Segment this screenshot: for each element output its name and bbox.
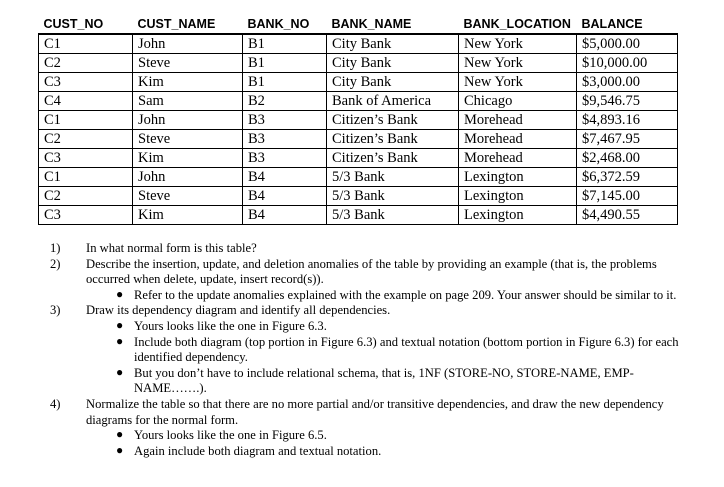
question-text: Normalize the table so that there are no more partial and/or transitive dependencies, and draw the new dependency diagrams for the normal form.: [86, 396, 664, 427]
cell-cust-no: C1: [39, 168, 133, 187]
cell-cust-name: Kim: [133, 149, 243, 168]
question-text: Describe the insertion, update, and deletion anomalies of the table by providing an example (that is, the problems occurred when delete, update, insert record(s)).: [86, 256, 657, 287]
bullet-item: [50, 428, 690, 444]
col-header-bank-location: BANK_LOCATION: [459, 13, 577, 34]
bullet-text: Include both diagram (top portion in Figure 6.3) and textual notation (bottom portion in Figure 6.3) for each identified dependency.: [134, 334, 679, 365]
cell-bank-no: B3: [243, 130, 327, 149]
cell-bank-name: City Bank: [327, 34, 459, 54]
col-header-bank-name: BANK_NAME: [327, 13, 459, 34]
table-row: [39, 73, 678, 92]
question-number: 1): [50, 241, 61, 255]
cell-balance: $7,467.95: [577, 130, 678, 149]
cell-bank-name: Citizen’s Bank: [327, 111, 459, 130]
cell-bank-location: Morehead: [459, 111, 577, 130]
cell-balance: $5,000.00: [577, 34, 678, 54]
bullet-item: [50, 319, 690, 335]
question-list: [50, 241, 690, 459]
cell-balance: $10,000.00: [577, 54, 678, 73]
cell-bank-no: B3: [243, 111, 327, 130]
cell-bank-name: Citizen’s Bank: [327, 130, 459, 149]
cell-balance: $7,145.00: [577, 187, 678, 206]
cell-bank-name: 5/3 Bank: [327, 187, 459, 206]
cell-cust-name: Kim: [133, 73, 243, 92]
cell-cust-no: C3: [39, 149, 133, 168]
cell-bank-name: 5/3 Bank: [327, 168, 459, 187]
table-row: [39, 34, 678, 54]
cell-bank-name: Citizen’s Bank: [327, 149, 459, 168]
cell-cust-name: John: [133, 168, 243, 187]
bullet-item: [50, 335, 690, 366]
cell-cust-name: Kim: [133, 206, 243, 225]
col-header-cust-no: CUST_NO: [39, 13, 133, 34]
cell-cust-name: John: [133, 34, 243, 54]
cell-cust-name: Steve: [133, 187, 243, 206]
cell-bank-no: B1: [243, 34, 327, 54]
question-number: 3): [50, 303, 61, 318]
bullet-text: Refer to the update anomalies explained with the example on page 209. Your answer should be similar to it.: [134, 287, 677, 302]
cell-bank-location: Lexington: [459, 206, 577, 225]
table-row: [39, 111, 678, 130]
cell-balance: $4,490.55: [577, 206, 678, 225]
question-number: 4): [50, 396, 61, 411]
table-row: [39, 92, 678, 111]
question-number: 2): [50, 256, 61, 271]
bullet-dot-icon: ●: [116, 333, 124, 348]
bullet-text: Again include both diagram and textual notation.: [134, 443, 382, 458]
bullet-dot-icon: ●: [116, 427, 124, 442]
bullet-item: [50, 444, 690, 460]
col-header-balance: BALANCE: [577, 13, 678, 34]
cell-cust-name: Steve: [133, 54, 243, 73]
cell-bank-no: B4: [243, 187, 327, 206]
cell-balance: $4,893.16: [577, 111, 678, 130]
cell-balance: $2,468.00: [577, 149, 678, 168]
cell-bank-name: City Bank: [327, 54, 459, 73]
bullet-text: Yours looks like the one in Figure 6.5.: [134, 428, 327, 443]
cell-bank-location: New York: [459, 73, 577, 92]
table-header-row: [39, 13, 678, 34]
question-item: [50, 241, 690, 257]
cell-cust-no: C2: [39, 54, 133, 73]
cell-bank-name: 5/3 Bank: [327, 206, 459, 225]
bullet-dot-icon: ●: [116, 364, 124, 379]
bullet-dot-icon: ●: [116, 317, 124, 332]
cell-cust-name: Steve: [133, 130, 243, 149]
cell-cust-name: John: [133, 111, 243, 130]
col-header-bank-no: BANK_NO: [243, 13, 327, 34]
cell-bank-no: B1: [243, 73, 327, 92]
cell-cust-name: Sam: [133, 92, 243, 111]
bullet-item: [50, 366, 690, 397]
cell-cust-no: C1: [39, 111, 133, 130]
question-text: In what normal form is this table?: [86, 241, 257, 255]
table-row: [39, 149, 678, 168]
question-item: [50, 257, 690, 288]
cell-bank-location: Chicago: [459, 92, 577, 111]
question-item: [50, 397, 690, 428]
cell-bank-location: Lexington: [459, 187, 577, 206]
cell-cust-no: C4: [39, 92, 133, 111]
table-row: [39, 130, 678, 149]
cell-bank-location: New York: [459, 54, 577, 73]
table-body: [39, 34, 678, 225]
cell-balance: $9,546.75: [577, 92, 678, 111]
cell-bank-no: B4: [243, 206, 327, 225]
question-text: Draw its dependency diagram and identify all dependencies.: [86, 303, 391, 318]
cell-cust-no: C3: [39, 206, 133, 225]
cell-balance: $6,372.59: [577, 168, 678, 187]
cell-cust-no: C2: [39, 187, 133, 206]
cell-bank-no: B4: [243, 168, 327, 187]
cell-cust-no: C2: [39, 130, 133, 149]
table-row: [39, 54, 678, 73]
bullet-item: [50, 288, 690, 304]
cell-bank-location: Morehead: [459, 149, 577, 168]
cell-bank-no: B2: [243, 92, 327, 111]
cell-cust-no: C1: [39, 34, 133, 54]
bank-customer-table: [38, 13, 678, 225]
cell-bank-location: Lexington: [459, 168, 577, 187]
table-row: [39, 168, 678, 187]
bullet-dot-icon: ●: [116, 286, 124, 301]
cell-bank-no: B1: [243, 54, 327, 73]
table-row: [39, 206, 678, 225]
bullet-text: Yours looks like the one in Figure 6.3.: [134, 318, 327, 333]
question-item: [50, 303, 690, 319]
table-row: [39, 187, 678, 206]
cell-bank-no: B3: [243, 149, 327, 168]
cell-bank-name: Bank of America: [327, 92, 459, 111]
bullet-dot-icon: ●: [116, 442, 124, 457]
cell-bank-location: Morehead: [459, 130, 577, 149]
cell-balance: $3,000.00: [577, 73, 678, 92]
cell-bank-name: City Bank: [327, 73, 459, 92]
cell-bank-location: New York: [459, 34, 577, 54]
cell-cust-no: C3: [39, 73, 133, 92]
col-header-cust-name: CUST_NAME: [133, 13, 243, 34]
bullet-text: But you don’t have to include relational schema, that is, 1NF (STORE-NO, STORE-NAME, EMP-NAME…….).: [134, 365, 634, 396]
